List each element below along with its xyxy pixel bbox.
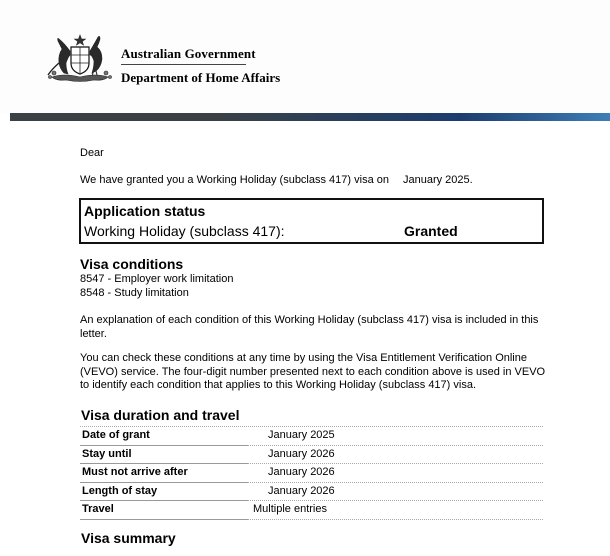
agency-name: Australian Government [121, 46, 256, 61]
row-label: Date of grant [82, 429, 150, 441]
application-status-box [79, 198, 544, 244]
department-name: Department of Home Affairs [121, 70, 281, 85]
visa-duration-heading: Visa duration and travel [81, 407, 240, 423]
row-value: Multiple entries [253, 503, 327, 515]
row-value: January 2026 [268, 447, 335, 460]
status-visa-name: Working Holiday (subclass 417): [84, 223, 285, 239]
table-row [80, 483, 543, 502]
condition-item: 8547 - Employer work limitation [80, 273, 234, 285]
row-label: Must not arrive after [82, 466, 188, 478]
table-row [80, 464, 543, 483]
visa-conditions-heading: Visa conditions [80, 256, 184, 272]
visa-duration-table [80, 426, 543, 520]
table-row [80, 501, 543, 520]
salutation: Dear [80, 147, 104, 159]
row-label: Length of stay [82, 484, 158, 497]
row-value: January 2026 [268, 466, 335, 478]
grant-statement-text: We have granted you a Working Holiday (subclass 417) visa on [80, 174, 389, 186]
grant-statement [80, 174, 473, 188]
grant-date: January 2025. [402, 174, 473, 186]
table-row [80, 426, 543, 446]
agency-divider [121, 64, 246, 65]
header-color-band [10, 113, 610, 121]
status-value: Granted [404, 223, 458, 239]
vevo-explanation: You can check these conditions at any time by using the Visa Entitlement Verification Online (VEVO) service. The four-digit number presented next to each condition above is used in VEVO to identify each condition that applies to this Working Holiday (subclass 417) visa. [80, 352, 546, 391]
letterhead [0, 0, 610, 113]
row-value: January 2025 [268, 429, 335, 441]
condition-item: 8548 - Study limitation [80, 287, 189, 299]
visa-summary-heading: Visa summary [81, 530, 176, 546]
row-label: Stay until [82, 447, 132, 460]
row-label: Travel [82, 503, 114, 515]
table-row [80, 446, 543, 465]
status-title: Application status [84, 203, 206, 219]
row-value: January 2026 [268, 484, 335, 497]
conditions-explanation: An explanation of each condition of this Working Holiday (subclass 417) visa is included in this letter. [80, 314, 539, 340]
coat-of-arms-icon [44, 33, 116, 85]
